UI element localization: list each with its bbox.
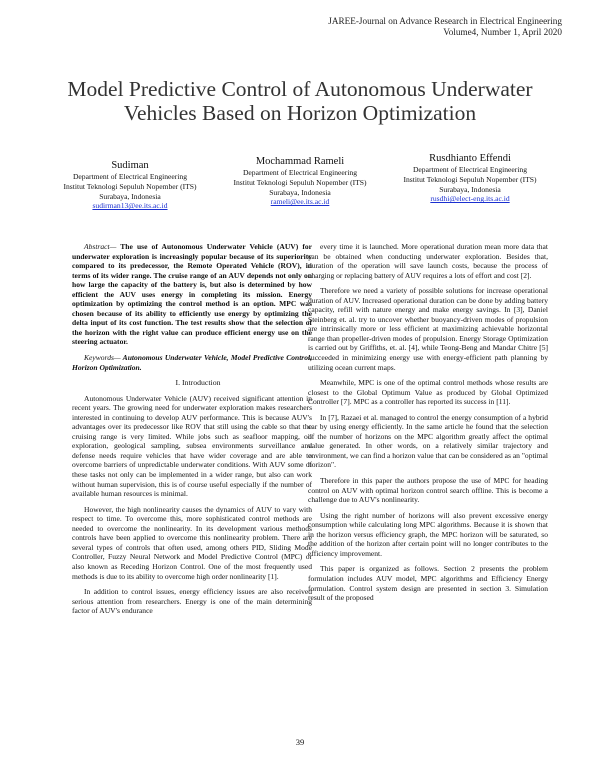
paragraph: Therefore we need a variety of possible solutions for increase operational duration of AUV. Increased operational duration can be done by adding battery capacity, refill with nature energy and make energy savings. In [3], Daniel Steinberg et. al. try to uncover whether buoyancy-driven modes of propulsion are intrinsically more or less efficient at maximizing achievable horizontal range than propeller-driven modes of propulsion. Energy Storage Optimization is carried out by Griffiths, et. al. [4], while Teong-Beng and Mandar Chitre [5] succeeded in minimizing energy use with energy-efficient path planning by utilizing ocean current maps.	[308, 286, 548, 372]
paragraph: In [7], Razaei et al. managed to control the energy consumption of a hybrid car by using energy efficiently. In the same article he found that the selection of the number of horizons on the MPC algorithm greatly affect the optimal value generated. In other words, on a relatively similar trajectory and environment, we can find a horizon value that can be considered as an "optimal horizon".	[308, 412, 548, 470]
paper-title: Model Predictive Control of Autonomous Underwater Vehicles Based on Horizon Optimization	[67, 77, 533, 125]
author-name: Sudiman	[111, 160, 149, 171]
author-city: Surabaya, Indonesia	[439, 184, 501, 194]
paragraph: This paper is organized as follows. Section 2 presents the problem formulation includes AUV model, MPC algorithms and Efficiency Energy formulation. Control system design are presented in section 3. Simulation result of the proposed	[308, 564, 548, 603]
author-department: Department of Electrical Engineering	[412, 165, 528, 174]
author-block-1	[60, 160, 200, 211]
paragraph: Meanwhile, MPC is one of the optimal control methods whose results are closest to the Global Optimum Value as produced by Global Optimized Controller [7]. MPC as a controller has reported its success in [11].	[308, 378, 548, 407]
journal-name: JAREE-Journal on Advance Research in Electrical Engineering	[328, 16, 562, 26]
journal-volume: Volume4, Number 1, April 2020	[443, 27, 562, 37]
paragraph: Using the right number of horizons will also prevent excessive energy consumption while calculating long MPC algorithms. Because it is shown that in the horizon versus efficiency graph, the MPC horizon will be saturated, so the addition of the horizon after certain point will no longer contributes to the efficiency improvement.	[308, 510, 548, 558]
author-institution: Institut Teknologi Sepuluh Nopember (ITS)	[403, 174, 537, 184]
abstract-label: Abstract—	[84, 242, 117, 251]
author-email-link[interactable]: sudirman13@ee.its.ac.id	[92, 201, 168, 211]
paragraph: every time it is launched. More operational duration mean more data that can be obtained when conducting underwater exploration. Besides that, duration of the operation will save launch costs, because the process of charging or replacing battery of AUV requires a lots of effort and cost [2].	[308, 242, 548, 280]
keywords	[72, 353, 312, 372]
right-column	[308, 242, 548, 609]
paragraph: Therefore in this paper the authors propose the use of MPC for heading control on AUV with optimal horizon control search offline. This is become a challenge due to AUV's nonlinearity.	[308, 476, 548, 505]
author-city: Surabaya, Indonesia	[99, 191, 161, 201]
author-institution: Institut Teknologi Sepuluh Nopember (ITS)	[233, 177, 367, 187]
keywords-text: Autonomous Underwater Vehicle, Model Predictive Control, Horizon Optimization.	[72, 353, 312, 372]
author-email-link[interactable]: rusdhi@elect-eng.its.ac.id	[430, 194, 510, 204]
abstract	[72, 242, 312, 347]
author-institution: Institut Teknologi Sepuluh Nopember (ITS)	[63, 181, 197, 191]
author-email-link[interactable]: rameli@ee.its.ac.id	[270, 197, 330, 207]
author-block-3	[390, 153, 550, 204]
paragraph: Autonomous Underwater Vehicle (AUV) received significant attention in recent years. The growing need for underwater exploration makes researchers interested in continuing to develop AUV performance. This is because AUV's advantages over its predecessor like ROV that still using the cable so that the cruising range is very limited. While jobs such as seafloor mapping, oil exploration, geological sampling, subsea environments surveillance and defense needs require vehicles that have wider coverage and are able to overcome barriers of unpredictable underwater conditions. With AUV some of these tasks not only can be implemented in a wider range, but also can work without human supervision, this is of course useful especially if the number of available human resources is minimal.	[72, 393, 312, 499]
author-block-2	[220, 156, 380, 207]
paragraph: In addition to control issues, energy efficiency issues are also received serious attention from researchers. Energy is one of the main determining factor of AUV's endurance	[72, 587, 312, 616]
author-city: Surabaya, Indonesia	[269, 187, 331, 197]
keywords-label: Keywords—	[84, 353, 121, 363]
left-column	[72, 242, 312, 622]
abstract-text: The use of Autonomous Underwater Vehicle (AUV) for underwater exploration is increasingly popular because of its superiority compared to its predecessor, the Remote Operated Vehicle (ROV), in terms of its wider range. The cruise range of an AUV depends not only on how large the capacity of the battery is, but also is determined by how efficient the AUV uses energy in completing its mission. Energy optimization by optimizing the control method is an option. MPC was chosen because of its ability to efficiently use energy by optimizing the delta input of its cost function. The test results show that the selection of the horizon with the right value can produce efficient energy use on the steering actuator.	[72, 242, 312, 347]
author-name: Rusdhianto Effendi	[429, 153, 511, 164]
page-number: 39	[295, 737, 305, 747]
section-heading-introduction: I. Introduction	[175, 378, 221, 388]
paragraph: However, the high nonlinearity causes the dynamics of AUV to vary with respect to time. To overcome this, more sophisticated control methods are needed to overcome the nonlinearity. In its development various methods controls have been applied to overcome this nonlinearity problem. There are several types of controls that often used, among others PID, Sliding Mode Controller, Fuzzy Neural Network and Model Predictive Control (MPC) or also known as Receding Horizon Control. One of the most frequently used methods is due to its ability to overcome high order nonlinearity [1].	[72, 504, 312, 581]
author-name: Mochammad Rameli	[255, 156, 345, 167]
author-department: Department of Electrical Engineering	[242, 168, 358, 177]
journal-header	[262, 16, 562, 38]
author-department: Department of Electrical Engineering	[72, 172, 188, 181]
